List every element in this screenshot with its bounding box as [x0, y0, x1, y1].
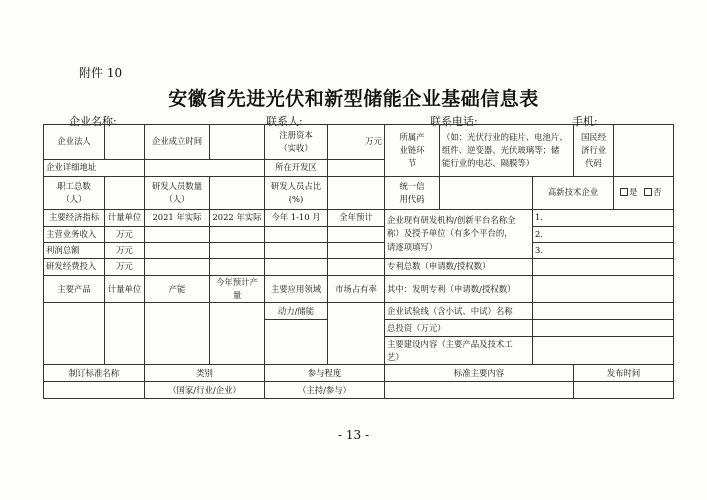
construction-content-line2: 艺）: [387, 351, 404, 362]
rd-staff-line1: 研发人员数量: [151, 180, 203, 191]
industry-chain-desc-line2: 组件、逆变器、光伏玻璃等；储: [442, 144, 560, 155]
page-number: - 13 -: [337, 428, 369, 442]
standard-name-header: 制订标准名称: [44, 365, 145, 382]
industry-chain-field[interactable]: [440, 125, 574, 177]
standard-category-header: 类别: [145, 365, 265, 382]
staff-count-line2: （人）: [61, 194, 87, 204]
capital-unit: 万元: [365, 136, 382, 147]
product-header: 主要产品: [44, 276, 105, 303]
enterprise-info-table: [43, 124, 674, 399]
industry-code-line1: 国民经: [580, 131, 607, 142]
rd-funding-2022[interactable]: [210, 259, 265, 276]
capital-label-line2: （实收）: [279, 143, 313, 153]
construction-content-line1: 主要建设内容（主要产品及技术工: [387, 338, 513, 349]
legal-person-label: 企业法人: [44, 125, 105, 160]
product-unit-field[interactable]: [105, 303, 145, 365]
patents-field[interactable]: [533, 259, 674, 276]
capacity-header: 产能: [145, 276, 210, 303]
rd-ratio-line2: (%): [288, 194, 304, 204]
rd-platform-line2: 称）及授予单位（有多个平台的，: [387, 228, 513, 239]
profit-label: 利润总额: [44, 243, 105, 259]
hightech-label: 高新技术企业: [533, 177, 614, 210]
standard-content-field[interactable]: [385, 382, 574, 399]
staff-count-field[interactable]: [105, 177, 145, 210]
zone-label: 所在开发区: [265, 160, 328, 177]
year-2021-header: 2021 年实际: [145, 210, 210, 227]
application-header: 主要应用领域: [265, 276, 328, 303]
revenue-ytd[interactable]: [265, 227, 328, 243]
ytd-header: 今年 1-10 月: [265, 210, 328, 227]
forecast-header: 全年预计: [328, 210, 385, 227]
hightech-options: [614, 177, 674, 210]
revenue-forecast[interactable]: [328, 227, 385, 243]
staff-count-line1: 职工总数: [57, 180, 91, 191]
yes-label: 是: [629, 187, 638, 198]
rd-funding-forecast[interactable]: [328, 259, 385, 276]
yes-checkbox[interactable]: [620, 188, 628, 196]
revenue-2021[interactable]: [145, 227, 210, 243]
pilot-line-field[interactable]: [533, 303, 674, 320]
product-name-field[interactable]: [44, 303, 105, 365]
contact-label: 联系人:: [266, 115, 303, 128]
no-checkbox[interactable]: [644, 188, 652, 196]
industry-chain-label: [385, 125, 440, 177]
industry-chain-line3: 节: [407, 158, 417, 168]
participation-header: 参与程度: [265, 365, 385, 382]
staff-count-label: [44, 177, 105, 210]
application-value: 动力/储能: [265, 303, 328, 320]
page-title: 安徽省先进光伏和新型储能企业基础信息表: [168, 88, 539, 110]
invention-patent-field[interactable]: [533, 276, 674, 303]
founded-field[interactable]: [210, 125, 265, 160]
company-name-label: 企业名称:: [69, 115, 117, 128]
product-unit-header: 计量单位: [105, 276, 145, 303]
standard-category-value: （国家/行业/企业）: [145, 382, 265, 399]
rd-staff-field[interactable]: [210, 177, 265, 210]
capacity-field[interactable]: [145, 303, 210, 365]
invention-patent-label: 其中：发明专利（申请数/授权数）: [385, 276, 533, 303]
industry-code-line2: 济行业: [580, 144, 607, 155]
release-time-header: 发布时间: [574, 365, 674, 382]
credit-code-label: [385, 177, 440, 210]
participation-value: （主持/参与）: [265, 382, 385, 399]
industry-code-label: [574, 125, 614, 177]
indicator-header: 主要经济指标: [44, 210, 105, 227]
capital-label-line1: 注册资本: [279, 129, 313, 140]
rd-platform-item-1[interactable]: 1.: [533, 210, 674, 227]
industry-chain-line1: 所属产: [399, 131, 425, 142]
capital-label: [265, 125, 328, 160]
rd-platform-item-2[interactable]: 2.: [533, 227, 674, 243]
address-label: 企业详细地址: [44, 160, 145, 177]
standard-content-header: 标准主要内容: [385, 365, 574, 382]
rd-funding-2021[interactable]: [145, 259, 210, 276]
pilot-line-label: 企业试验线（含小试、中试）名称: [385, 303, 533, 320]
capital-field[interactable]: [328, 125, 385, 160]
year-2022-header: 2022 年实际: [210, 210, 265, 227]
profit-unit: 万元: [105, 243, 145, 259]
revenue-2022[interactable]: [210, 227, 265, 243]
market-share-header: 市场占有率: [328, 276, 385, 303]
rd-ratio-field[interactable]: [328, 177, 385, 210]
phone-label: 联系电话:: [430, 115, 478, 128]
mobile-label: 手机:: [572, 115, 598, 128]
credit-code-line1: 统一信: [399, 180, 425, 191]
investment-field[interactable]: [533, 320, 674, 337]
rd-platform-label: [385, 210, 533, 259]
rd-funding-ytd[interactable]: [265, 259, 328, 276]
legal-person-field[interactable]: [105, 125, 145, 160]
standard-name-field[interactable]: [44, 382, 145, 399]
rd-ratio-line1: 研发人员占比: [270, 180, 322, 191]
founded-label: 企业成立时间: [145, 125, 210, 160]
profit-2021[interactable]: [145, 243, 210, 259]
expected-output-header: 今年预计产量: [210, 276, 265, 303]
application-field[interactable]: [265, 320, 328, 365]
unit-header: 计量单位: [105, 210, 145, 227]
industry-code-field[interactable]: [614, 125, 674, 177]
rd-platform-line1: 企业现有研发机构/创新平台名称全: [387, 215, 516, 226]
industry-chain-desc-line1: （如：光伏行业的硅片、电池片、: [442, 131, 568, 142]
construction-content-field[interactable]: [533, 337, 674, 365]
no-label: 否: [653, 187, 662, 198]
industry-code-line3: 代码: [585, 158, 602, 168]
industry-chain-desc-line3: 能行业的电芯、隔膜等）: [442, 158, 535, 168]
attachment-label: 附件 10: [79, 66, 123, 80]
rd-funding-label: 研发经费投入: [44, 259, 105, 276]
rd-funding-unit: 万元: [105, 259, 145, 276]
profit-forecast[interactable]: [328, 243, 385, 259]
rd-platform-line3: 请逐项填写）: [387, 241, 438, 252]
profit-2022[interactable]: [210, 243, 265, 259]
zone-field[interactable]: [328, 160, 385, 177]
credit-code-field[interactable]: [440, 177, 533, 210]
address-field[interactable]: [145, 160, 265, 177]
profit-ytd[interactable]: [265, 243, 328, 259]
expected-output-field[interactable]: [210, 303, 265, 365]
industry-chain-line2: 业链环: [399, 144, 425, 155]
rd-staff-label: [145, 177, 210, 210]
rd-ratio-label: [265, 177, 328, 210]
investment-label: 总投资（万元）: [385, 320, 533, 337]
patents-label: 专利总数（申请数/授权数）: [385, 259, 533, 276]
revenue-unit: 万元: [105, 227, 145, 243]
revenue-label: 主营业务收入: [44, 227, 105, 243]
credit-code-line2: 用代码: [399, 194, 425, 204]
market-share-field[interactable]: [328, 303, 385, 365]
rd-staff-line2: （人）: [164, 194, 190, 204]
release-time-field[interactable]: [574, 382, 674, 399]
construction-content-label: [385, 337, 533, 365]
rd-platform-item-3[interactable]: 3.: [533, 243, 674, 259]
